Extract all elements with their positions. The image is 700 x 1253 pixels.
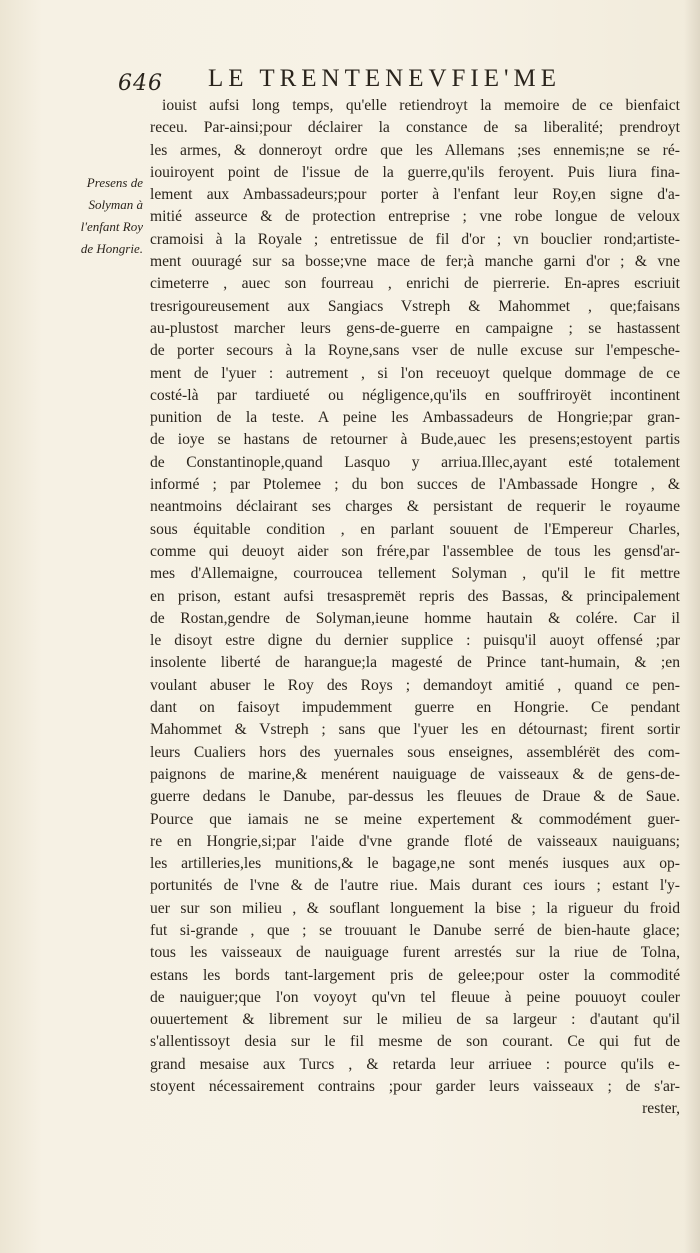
text-line: de Rostan,gendre de Solyman,ieune homme hautain & colére. Car il — [150, 609, 680, 627]
text-line: leurs Cualiers hors des yuernales sous enseignes, assemblérët des com- — [150, 743, 680, 761]
text-line: stoyent nécessairement contrains ;pour garder leurs vaisseaux ; de s'ar- — [150, 1078, 680, 1096]
text-line: de ioye se hastans de retourner à Bude,auec les presens;estoyent partis — [150, 431, 680, 449]
text-line: les artilleries,les munitions,& le bagage,ne sont menés iusques aux op- — [150, 855, 680, 873]
text-line: neantmoins déclairant ses charges & persistant de requerir le royaume — [150, 498, 680, 516]
text-line: sous équitable condition , en parlant souuent de l'Empereur Charles, — [150, 520, 680, 538]
text-line: cimeterre , auec son fourreau , enrichi de pierrerie. En-apres escriuit — [150, 275, 680, 293]
margin-note-line: de Hongrie. — [80, 241, 143, 256]
margin-note-line: Solyman à — [88, 197, 143, 212]
text-line: insolente liberté de harangue;la magesté de Prince tant-humain, & ;en — [150, 654, 680, 672]
text-line: mes d'Allemaigne, courroucea tellement Solyman , qu'il le fit mettre — [150, 565, 680, 583]
text-line: le disoyt estre digne du dernier supplice : puisqu'il auoyt offensé ;par — [150, 632, 680, 650]
text-line: Pource que iamais ne se meine expertement & commodément guer- — [150, 810, 680, 828]
text-line: les armes, & donneroyt ordre que les Allemans ;ses ennemis;ne se ré- — [150, 141, 680, 159]
text-line: ment ouuragé sur sa bosse;vne mace de fer;à manche garni d'or ; & vne — [150, 253, 680, 271]
text-line: fut si-grande , que ; se trouuant le Danube serré de bien-haute glace; — [150, 921, 680, 939]
page-gutter-shadow — [684, 0, 700, 1253]
page-number: 646 — [118, 71, 163, 96]
text-line: punition de la teste. A peine les Ambassadeurs de Hongrie;par gran- — [150, 409, 680, 427]
text-line: informé ; par Ptolemee ; du bon succes de l'Ambassade Hongre , & — [150, 476, 680, 494]
text-line: grand mesaise aux Turcs , & retarda leur arriuee : pource qu'ils e- — [150, 1055, 680, 1073]
text-line: lement aux Ambassadeurs;pour porter à l'enfant leur Roy,en signe d'a- — [150, 186, 680, 204]
text-line: rester, — [642, 1100, 680, 1118]
text-line: paignons de marine,& menérent nauiguage de vaisseaux & de gens-de- — [150, 765, 680, 783]
text-line: ouuertement & librement sur le milieu de sa largeur : d'autant qu'il — [150, 1011, 680, 1029]
text-line: iouist aufsi long temps, qu'elle retiendroyt la memoire de ce bienfaict — [162, 97, 680, 114]
text-line: de porter secours à la Royne,sans vser de nulle excuse sur l'empesche- — [150, 342, 680, 360]
margin-note-line: l'enfant Roy — [80, 219, 143, 234]
text-line: dant on faisoyt impudemment guerre en Hongrie. Ce pendant — [150, 699, 680, 717]
text-line: Mahommet & Vstreph ; sans que l'yuer les en détournast; firent sortir — [150, 721, 680, 739]
body-text — [150, 95, 680, 1121]
text-line: au-plustost marcher leurs gens-de-guerre en campaigne ; se hastassent — [150, 319, 680, 337]
text-line: iouiroyent point de l'issue de la guerre,qu'ils feroyent. Puis liura fina- — [150, 163, 680, 181]
text-line: guerre dedans le Danube, par-dessus les fleuues de Draue & de Saue. — [150, 788, 680, 806]
text-line: de Constantinople,quand Lasquo y arriua.Illec,ayant esté totalement — [150, 453, 680, 471]
text-line: estans les bords tant-largement pris de gelee;pour oster la commodité — [150, 966, 680, 984]
text-line: portunités de l'vne & de l'autre riue. Mais durant ces iours ; estant l'y- — [150, 877, 680, 895]
text-line: tresrigoureusement aux Sangiacs Vstreph & Mahommet , que;faisans — [150, 297, 680, 315]
text-line: costé-là par tardiueté ou négligence,qu'ils en souffriroyët incontinent — [150, 386, 680, 404]
text-line: s'allentissoyt desia sur le fil mesme de son courant. Ce qui fut de — [150, 1033, 680, 1051]
running-head: LE TRENTENEVFIE'ME — [208, 65, 562, 92]
text-line: uer sur son milieu , & souflant longuement la bise ; la rigueur du froid — [150, 899, 680, 917]
text-line: receu. Par-ainsi;pour déclairer la constance de sa liberalité; prendroyt — [150, 119, 680, 137]
text-line: re en Hongrie,si;par l'aide d'vne grande floté de vaisseaux nauiguans; — [150, 832, 680, 850]
text-line: cramoisi à la Royale ; entretissue de fil d'or ; vn bouclier rond;artiste- — [150, 230, 680, 248]
text-line: de nauiguer;que l'on voyoyt qu'vn tel fleuue à peine pouuoyt couler — [150, 988, 680, 1006]
margin-note-line: Presens de — [86, 175, 143, 190]
text-line: comme qui deuoyt aider son frére,par l'assemblee de tous les gensd'ar- — [150, 542, 680, 560]
margin-note — [58, 172, 143, 260]
text-line: voulant abuser le Roy des Roys ; demandoyt amitié , quand ce pen- — [150, 676, 680, 694]
text-line: ment de l'yuer : autrement , si l'on receuoyt quelque dommage de ce — [150, 364, 680, 382]
text-line: tous les vaisseaux de nauiguage furent arrestés sur la riue de Tolna, — [150, 944, 680, 962]
text-line: mitié asseurce & de protection entreprise ; vne robe longue de veloux — [150, 208, 680, 226]
text-line: en prison, estant aufsi tresaspremët repris des Bassas, & principalement — [150, 587, 680, 605]
